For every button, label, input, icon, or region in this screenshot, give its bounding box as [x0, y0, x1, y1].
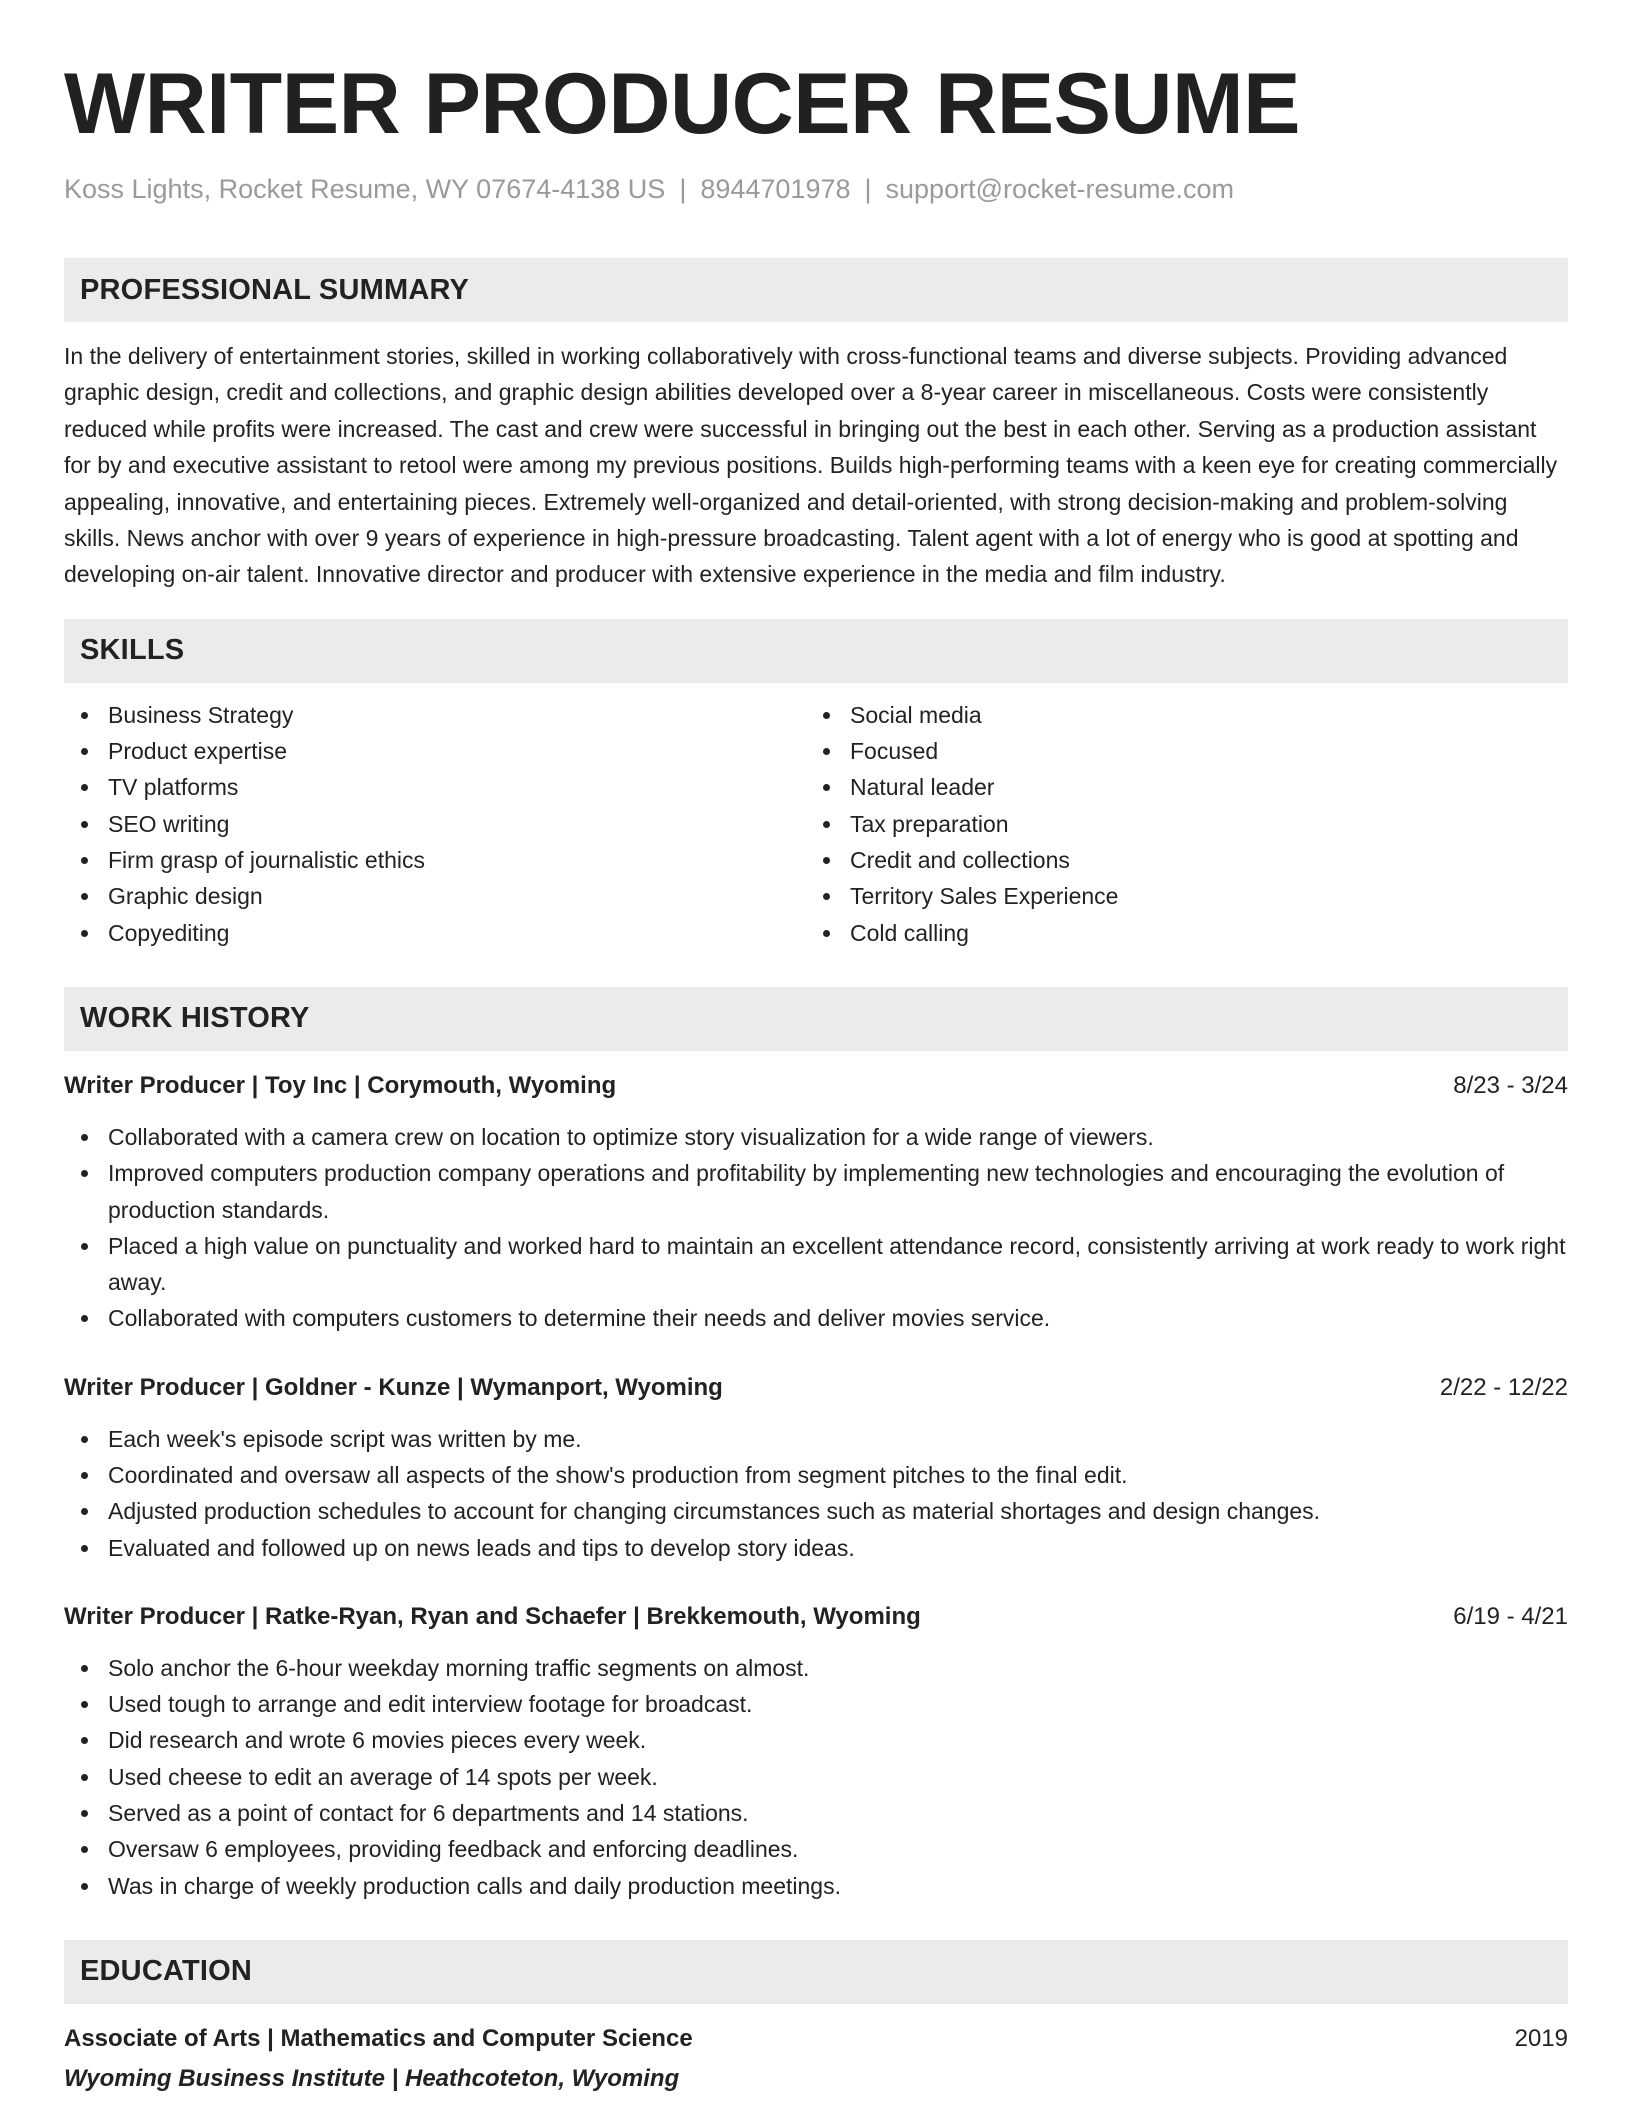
- skill-item: Firm grasp of journalistic ethics: [64, 842, 806, 878]
- job-bullet: Used cheese to edit an average of 14 spots per week.: [64, 1759, 1568, 1795]
- skill-item: Natural leader: [806, 769, 1548, 805]
- job-bullet: Served as a point of contact for 6 departments and 14 stations.: [64, 1795, 1568, 1831]
- contact-separator: |: [864, 174, 872, 204]
- job-bullet: Evaluated and followed up on news leads and tips to develop story ideas.: [64, 1530, 1568, 1566]
- summary-text: In the delivery of entertainment stories, skilled in working collaboratively with cross-functional teams and diverse subjects. Providing advanced graphic design, credit and collections, and graphic design abilities developed over a 8-year career in miscellaneous. Costs were consistently reduced while profits were increased. The cast and crew were successful in bringing out the best in each other. Serving as a production assistant for by and executive assistant to retool were among my previous positions. Builds high-performing teams with a keen eye for creating commercially appealing, innovative, and entertaining pieces. Extremely well-organized and detail-oriented, with strong decision-making and problem-solving skills. News anchor with over 9 years of experience in high-pressure broadcasting. Talent agent with a lot of energy who is good at spotting and developing on-air talent. Innovative director and producer with extensive experience in the media and film industry.: [64, 343, 1558, 588]
- job-entry: [64, 1371, 1568, 1566]
- job-dates: 8/23 - 3/24: [1453, 1071, 1568, 1099]
- contact-separator: |: [679, 174, 687, 204]
- skill-item: TV platforms: [64, 769, 806, 805]
- job-bullet: Was in charge of weekly production calls and daily production meetings.: [64, 1868, 1568, 1904]
- skills-column-right: [806, 697, 1548, 951]
- skill-item: Business Strategy: [64, 697, 806, 733]
- summary-heading: PROFESSIONAL SUMMARY: [64, 258, 1568, 322]
- job-bullet: Did research and wrote 6 movies pieces every week.: [64, 1722, 1568, 1758]
- skill-item: Credit and collections: [806, 842, 1548, 878]
- job-bullets: [64, 1421, 1568, 1566]
- job-title: Writer Producer | Ratke-Ryan, Ryan and Schaefer | Brekkemouth, Wyoming: [64, 1602, 921, 1630]
- job-bullet: Each week's episode script was written by me.: [64, 1421, 1568, 1457]
- job-header: [64, 1069, 1568, 1103]
- job-bullet: Improved computers production company operations and profitability by implementing new technologies and encouraging the evolution of production standards.: [64, 1155, 1568, 1228]
- education-heading: EDUCATION: [64, 1940, 1568, 2004]
- job-bullet: Collaborated with a camera crew on location to optimize story visualization for a wide range of viewers.: [64, 1119, 1568, 1155]
- contact-line: [64, 172, 1568, 206]
- job-title: Writer Producer | Goldner - Kunze | Wymanport, Wyoming: [64, 1373, 723, 1401]
- job-entry: [64, 1600, 1568, 1904]
- skill-item: Product expertise: [64, 733, 806, 769]
- job-bullet: Used tough to arrange and edit interview footage for broadcast.: [64, 1686, 1568, 1722]
- job-dates: 6/19 - 4/21: [1453, 1602, 1568, 1630]
- skill-item: Territory Sales Experience: [806, 878, 1548, 914]
- education-header: [64, 2022, 1568, 2056]
- contact-phone: 8944701978: [700, 174, 851, 204]
- skills-list: [64, 697, 1568, 951]
- skill-item: Copyediting: [64, 915, 806, 951]
- job-title: Writer Producer | Toy Inc | Corymouth, Wyoming: [64, 1071, 617, 1099]
- job-bullet: Collaborated with computers customers to determine their needs and deliver movies service.: [64, 1300, 1568, 1336]
- skill-item: Cold calling: [806, 915, 1548, 951]
- skill-item: Tax preparation: [806, 806, 1548, 842]
- job-bullet: Solo anchor the 6-hour weekday morning traffic segments on almost.: [64, 1650, 1568, 1686]
- contact-address: Koss Lights, Rocket Resume, WY 07674-4138 US: [64, 174, 666, 204]
- job-bullet: Adjusted production schedules to account for changing circumstances such as material shortages and design changes.: [64, 1493, 1568, 1529]
- resume-title: WRITER PRODUCER RESUME: [64, 56, 1301, 152]
- skills-heading: SKILLS: [64, 619, 1568, 683]
- skill-item: Social media: [806, 697, 1548, 733]
- contact-email: support@rocket-resume.com: [885, 174, 1235, 204]
- work-history-heading: WORK HISTORY: [64, 987, 1568, 1051]
- job-bullets: [64, 1650, 1568, 1904]
- job-bullet: Oversaw 6 employees, providing feedback and enforcing deadlines.: [64, 1831, 1568, 1867]
- skill-item: Focused: [806, 733, 1548, 769]
- job-entry: [64, 1069, 1568, 1337]
- job-bullet: Coordinated and oversaw all aspects of the show's production from segment pitches to the final edit.: [64, 1457, 1568, 1493]
- skill-item: SEO writing: [64, 806, 806, 842]
- skills-column-left: [64, 697, 806, 951]
- job-header: [64, 1371, 1568, 1405]
- education-school: Wyoming Business Institute | Heathcoteton, Wyoming: [64, 2064, 680, 2092]
- job-bullet: Placed a high value on punctuality and worked hard to maintain an excellent attendance record, consistently arriving at work ready to work right away.: [64, 1228, 1568, 1301]
- job-header: [64, 1600, 1568, 1634]
- job-bullets: [64, 1119, 1568, 1337]
- skill-item: Graphic design: [64, 878, 806, 914]
- job-dates: 2/22 - 12/22: [1439, 1373, 1568, 1401]
- education-degree: Associate of Arts | Mathematics and Computer Science: [64, 2024, 693, 2052]
- education-year: 2019: [1514, 2024, 1568, 2052]
